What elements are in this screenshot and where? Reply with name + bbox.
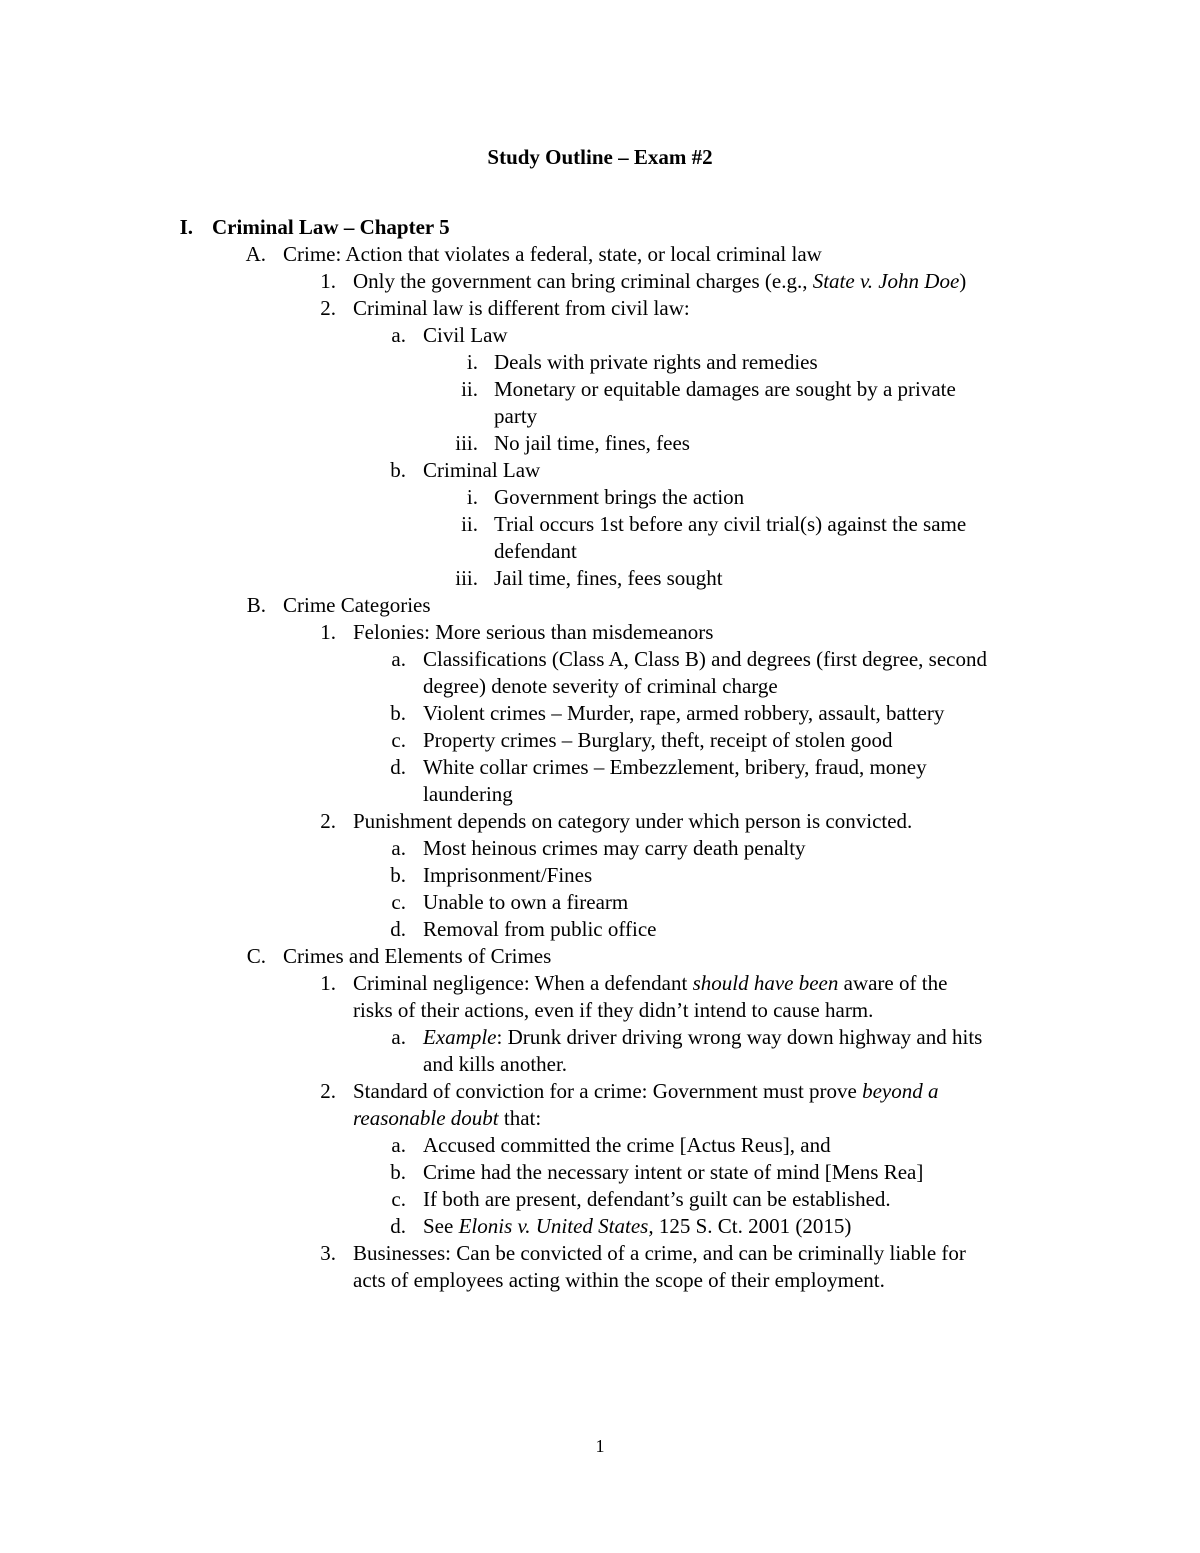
outline-text: [423, 754, 927, 781]
outline-marker: c.: [391, 728, 406, 752]
text-segment: If both are present, defendant’s guilt can be established.: [423, 1187, 891, 1211]
outline-marker: i.: [466, 485, 478, 509]
outline-item: [0, 808, 1200, 835]
outline-text: [423, 1024, 982, 1051]
text-segment: Deals with private rights and remedies: [494, 350, 818, 374]
outline-item: [0, 1159, 1200, 1186]
outline-marker: 2.: [320, 1079, 336, 1103]
outline-item: [0, 322, 1200, 349]
page-title: Study Outline – Exam #2: [487, 145, 713, 169]
text-segment: Criminal Law: [423, 458, 541, 482]
outline-marker: B.: [246, 593, 266, 617]
outline-marker: 2.: [320, 296, 336, 320]
text-segment: Monetary or equitable damages are sought by a private: [494, 377, 956, 401]
outline-text: [353, 1105, 541, 1132]
outline-item: [0, 1078, 1200, 1105]
text-segment: risks of their actions, even if they didn’t intend to cause harm.: [353, 998, 874, 1022]
outline-text: [423, 1186, 891, 1213]
text-segment: Crimes and Elements of Crimes: [283, 944, 552, 968]
outline-marker: b.: [390, 701, 406, 725]
text-segment: Punishment depends on category under which person is convicted.: [353, 809, 913, 833]
outline-marker: a.: [391, 836, 406, 860]
outline-item: [0, 727, 1200, 754]
outline-item: [0, 349, 1200, 376]
text-segment: Jail time, fines, fees sought: [494, 566, 723, 590]
outline-text: [353, 1267, 885, 1294]
text-segment: No jail time, fines, fees: [494, 431, 690, 455]
outline-marker: a.: [391, 323, 406, 347]
outline: [0, 214, 1200, 1294]
outline-text: [283, 241, 822, 268]
outline-text: [494, 511, 966, 538]
outline-item: [0, 1024, 1200, 1051]
outline-text: [423, 646, 987, 673]
outline-marker: A.: [245, 242, 266, 266]
outline-item: [0, 889, 1200, 916]
outline-text: [494, 349, 818, 376]
text-segment: Trial occurs 1st before any civil trial(s) against the same: [494, 512, 967, 536]
outline-text: [423, 673, 778, 700]
italic-text: reasonable doubt: [353, 1106, 499, 1130]
outline-item: [0, 646, 1200, 673]
outline-text: [494, 538, 577, 565]
text-segment: that:: [498, 1106, 542, 1130]
outline-item-continuation: [0, 403, 1200, 430]
text-segment: : Drunk driver driving wrong way down highway and hits: [496, 1025, 983, 1049]
outline-marker: a.: [391, 1025, 406, 1049]
outline-marker: c.: [391, 890, 406, 914]
text-segment: Imprisonment/Fines: [423, 863, 593, 887]
text-segment: party: [494, 404, 538, 428]
outline-item: [0, 457, 1200, 484]
outline-text: [423, 1051, 567, 1078]
text-segment: Government brings the action: [494, 485, 745, 509]
text-segment: Most heinous crimes may carry death penalty: [423, 836, 806, 860]
outline-marker: 1.: [320, 971, 336, 995]
outline-marker: b.: [390, 863, 406, 887]
outline-item: [0, 1213, 1200, 1240]
outline-text: [423, 457, 540, 484]
outline-text: [353, 808, 912, 835]
outline-text: [423, 322, 508, 349]
outline-item: [0, 700, 1200, 727]
outline-marker: b.: [390, 458, 406, 482]
text-segment: Crime Categories: [283, 593, 431, 617]
outline-marker: iii.: [455, 431, 478, 455]
outline-item: [0, 862, 1200, 889]
text-segment: See: [423, 1214, 459, 1238]
outline-text: [353, 1078, 939, 1105]
outline-marker: d.: [390, 1214, 406, 1238]
text-segment: and kills another.: [423, 1052, 568, 1076]
italic-text: State v. John Doe: [812, 269, 960, 293]
text-segment: White collar crimes – Embezzlement, bribery, fraud, money: [423, 755, 927, 779]
outline-text: [353, 1240, 966, 1267]
page-number: 1: [595, 1436, 605, 1456]
outline-marker: 1.: [320, 269, 336, 293]
outline-marker: 3.: [320, 1241, 336, 1265]
outline-text: [423, 835, 806, 862]
outline-item: [0, 484, 1200, 511]
text-segment: Crime: Action that violates a federal, state, or local criminal law: [283, 242, 822, 266]
outline-item-continuation: [0, 673, 1200, 700]
outline-item: [0, 1132, 1200, 1159]
outline-text: [423, 727, 892, 754]
outline-text: [283, 943, 551, 970]
outline-marker: ii.: [461, 377, 478, 401]
outline-text: [494, 565, 723, 592]
outline-text: [353, 619, 713, 646]
outline-item: [0, 943, 1200, 970]
text-segment: Property crimes – Burglary, theft, receipt of stolen good: [423, 728, 893, 752]
italic-text: beyond a: [862, 1079, 939, 1103]
text-segment: Criminal law is different from civil law:: [353, 296, 690, 320]
outline-text: [423, 1159, 923, 1186]
outline-text: [353, 970, 947, 997]
outline-marker: a.: [391, 1133, 406, 1157]
outline-text: [494, 376, 956, 403]
outline-item: [0, 970, 1200, 997]
outline-text: [423, 700, 944, 727]
outline-marker: c.: [391, 1187, 406, 1211]
text-segment: Businesses: Can be convicted of a crime, and can be criminally liable for: [353, 1241, 966, 1265]
outline-text: [494, 403, 537, 430]
outline-text: [494, 484, 744, 511]
text-segment: Removal from public office: [423, 917, 657, 941]
outline-item: [0, 1186, 1200, 1213]
italic-text: Example: [423, 1025, 497, 1049]
text-segment: Standard of conviction for a crime: Government must prove: [353, 1079, 863, 1103]
outline-marker: a.: [391, 647, 406, 671]
outline-marker: d.: [390, 755, 406, 779]
outline-item: [0, 835, 1200, 862]
outline-item: [0, 511, 1200, 538]
text-segment: laundering: [423, 782, 513, 806]
outline-item: [0, 1240, 1200, 1267]
outline-item: [0, 430, 1200, 457]
text-segment: Crime had the necessary intent or state of mind [Mens Rea]: [423, 1160, 924, 1184]
outline-item-continuation: [0, 538, 1200, 565]
outline-item-continuation: [0, 1105, 1200, 1132]
text-segment: Only the government can bring criminal charges (e.g.,: [353, 269, 813, 293]
text-segment: Accused committed the crime [Actus Reus], and: [423, 1133, 831, 1157]
outline-text: [423, 1213, 851, 1240]
outline-marker: iii.: [455, 566, 478, 590]
outline-item: [0, 619, 1200, 646]
outline-text: [283, 592, 431, 619]
outline-text: [423, 1132, 831, 1159]
outline-marker: C.: [246, 944, 266, 968]
outline-marker: i.: [466, 350, 478, 374]
outline-marker: 1.: [320, 620, 336, 644]
text-segment: aware of the: [838, 971, 948, 995]
outline-item-continuation: [0, 781, 1200, 808]
outline-text: [423, 916, 656, 943]
text-segment: ): [959, 269, 967, 293]
outline-item: [0, 241, 1200, 268]
outline-text: [423, 781, 513, 808]
outline-item: [0, 376, 1200, 403]
outline-item: [0, 754, 1200, 781]
text-segment: degree) denote severity of criminal charge: [423, 674, 778, 698]
text-segment: Civil Law: [423, 323, 508, 347]
text-segment: Unable to own a firearm: [423, 890, 629, 914]
text-segment: 125 S. Ct. 2001 (2015): [653, 1214, 852, 1238]
outline-item: [0, 565, 1200, 592]
outline-item-continuation: [0, 1051, 1200, 1078]
text-segment: Criminal negligence: When a defendant: [353, 971, 693, 995]
outline-item: [0, 268, 1200, 295]
outline-item-continuation: [0, 997, 1200, 1024]
outline-text: [212, 214, 450, 241]
outline-item: [0, 916, 1200, 943]
outline-item: [0, 295, 1200, 322]
text-segment: Violent crimes – Murder, rape, armed robbery, assault, battery: [423, 701, 945, 725]
italic-text: Elonis v. United States,: [458, 1214, 654, 1238]
outline-marker: I.: [179, 215, 193, 239]
text-segment: acts of employees acting within the scope of their employment.: [353, 1268, 885, 1292]
outline-item: [0, 592, 1200, 619]
outline-text: [494, 430, 690, 457]
outline-text: [423, 862, 592, 889]
outline-marker: 2.: [320, 809, 336, 833]
text-segment: Criminal Law – Chapter 5: [212, 215, 450, 239]
text-segment: Classifications (Class A, Class B) and degrees (first degree, second: [423, 647, 987, 671]
outline-text: [423, 889, 628, 916]
outline-item-continuation: [0, 1267, 1200, 1294]
outline-marker: d.: [390, 917, 406, 941]
outline-text: [353, 295, 690, 322]
outline-item: [0, 214, 1200, 241]
outline-text: [353, 997, 873, 1024]
outline-marker: ii.: [461, 512, 478, 536]
outline-text: [353, 268, 966, 295]
italic-text: should have been: [692, 971, 839, 995]
text-segment: Felonies: More serious than misdemeanors: [353, 620, 714, 644]
text-segment: defendant: [494, 539, 577, 563]
outline-marker: b.: [390, 1160, 406, 1184]
